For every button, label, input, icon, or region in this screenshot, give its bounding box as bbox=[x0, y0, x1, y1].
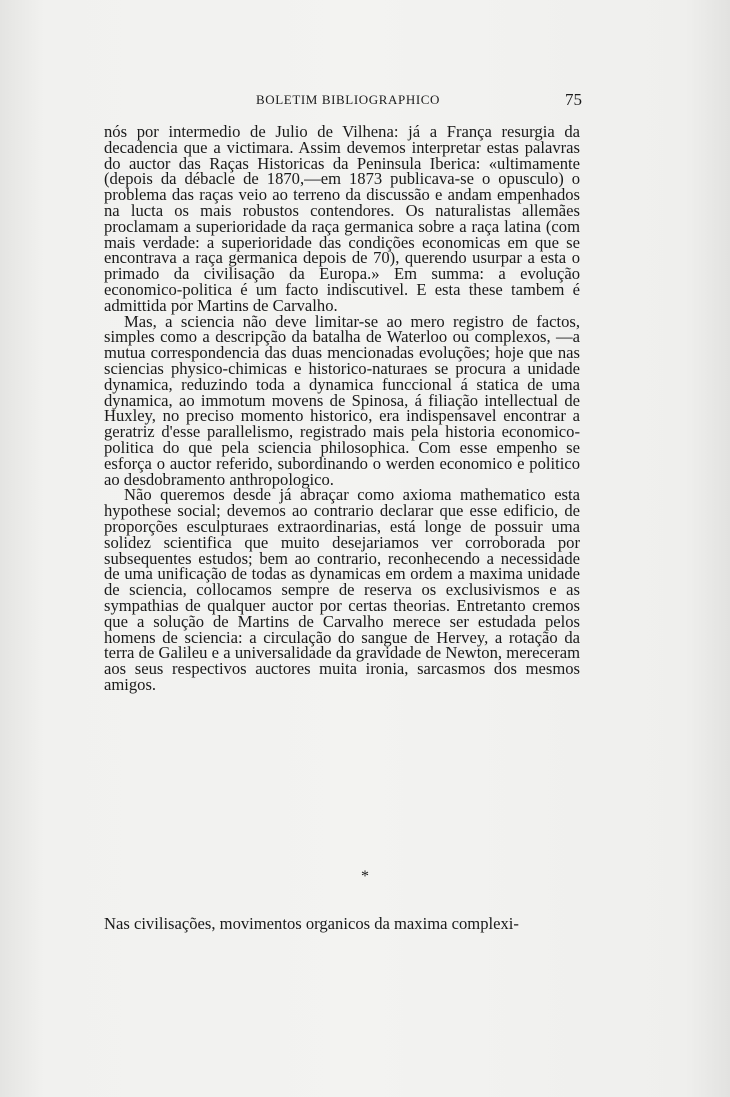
body-text bbox=[104, 124, 580, 693]
page-header bbox=[104, 90, 590, 114]
paragraph-1: nós por intermedio de Julio de Vilhena: já a França resurgia da decadencia que a victimara. Assim devemos interpretar estas palavras do auctor das Raças Historicas da Peninsula Iberica: «ultimamente (depois da débacle de 1870,—em 1873 publicava-se o opusculo) o problema das raças veio ao terreno da discussão e andam empenhados na lucta os mais robustos contendores. Os naturalistas allemães proclamam a superioridade da raça germanica sobre a raça latina (com mais verdade: a superioridade das condições economicas em que se encontrava a raça germanica depois de 70), querendo usurpar a esta o primado da civilisação da Europa.» Em summa: a evolução economico-politica é um facto indiscutivel. E esta these tambem é admittida por Martins de Carvalho. bbox=[104, 122, 580, 315]
paragraph-3: Não queremos desde já abraçar como axioma mathematico esta hypothese social; devemos ao contrario declarar que esse edificio, de proporções esculpturaes extraordinarias, está longe de possuir uma solidez scientifica que muito desejariamos ver corroborada por subsequentes estudos; bem ao contrario, reconhecendo a necessidade de uma unificação de todas as dynamicas em ordem a maxima unidade de sciencia, collocamos sempre de reserva os exclusivismos e as sympathias de qualquer auctor por certas theorias. Entretanto cremos que a solução de Martins de Carvalho merece ser estudada pelos homens de sciencia: a circulação do sangue de Hervey, a rotação da terra de Galileu e a universalidade da gravidade de Newton, mereceram aos seus respectivos auctores muita ironia, sarcasmos dos mesmos amigos. bbox=[104, 485, 580, 694]
paragraph-2: Mas, a sciencia não deve limitar-se ao mero registro de factos, simples como a descripção da batalha de Waterloo ou complexos, —a mutua correspondencia das duas mencionadas evoluções; hoje que nas sciencias physico-chimicas e historico-naturaes se procura a unidade dynamica, reduzindo toda a dynamica funccional á statica de uma dynamica, ao immotum movens de Spinosa, á filiação intellectual de Huxley, no preciso momento historico, era indispensavel encontrar a geratriz d'esse parallelismo, registrado mais pela historia economico-politica do que pela sciencia philosophica. Com esse empenho se esforça o auctor referido, subordinando o werden economico e politico ao desdobramento anthropologico. bbox=[104, 311, 580, 489]
page-number: 75 bbox=[565, 90, 582, 109]
next-section-start: Nas civilisações, movimentos organicos da maxima complexi- bbox=[104, 914, 519, 933]
running-title: BOLETIM BIBLIOGRAPHICO bbox=[256, 92, 441, 107]
section-separator: * bbox=[361, 868, 369, 885]
